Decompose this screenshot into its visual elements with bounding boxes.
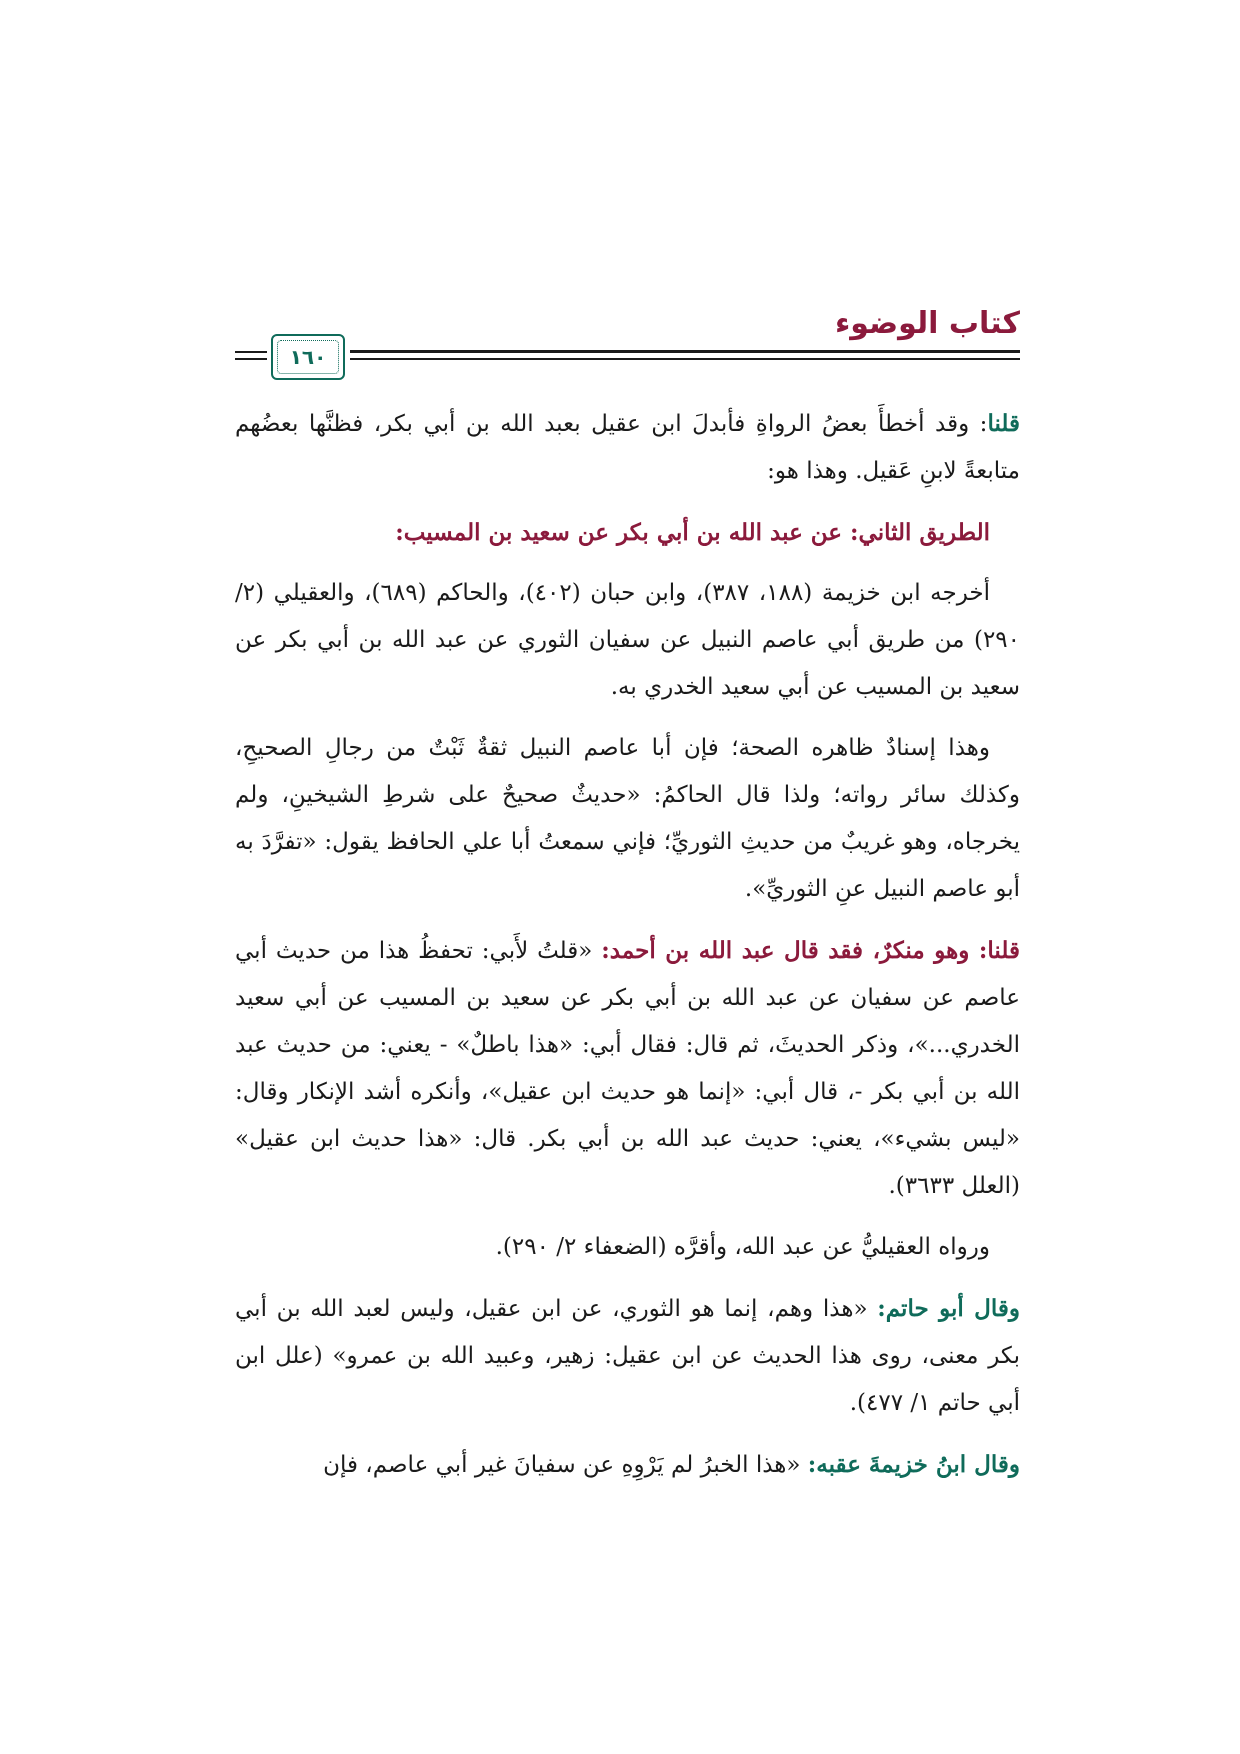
page-number-frame xyxy=(277,340,339,374)
paragraph-text: : وقد أخطأَ بعضُ الرواةِ فأبدلَ ابن عقيل بعبد الله بن أبي بكر، فظنَّها بعضُهم متابعةً لابنِ عَقيل. وهذا هو: xyxy=(235,411,1020,484)
page-number: ١٦٠ xyxy=(289,345,327,369)
paragraph-lead: قلنا xyxy=(987,410,1020,437)
header-rule-left-thick xyxy=(235,351,267,353)
chapter-title: كتاب الوضوء xyxy=(834,306,1020,341)
paragraph-text: وهذا إسنادٌ ظاهره الصحة؛ فإن أبا عاصم النبيل ثقةٌ ثَبْتٌ من رجالِ الصحيحِ، وكذلك سائر رواته؛ ولذا قال الحاكمُ: «حديثٌ صحيحٌ على شرطِ الشيخينِ، ولم يخرجاه، وهو غريبٌ من حديثِ الثوريِّ؛ فإني سمعتُ أبا علي الحافظ يقول: «تفرَّدَ به أبو عاصم النبيل عنِ الثوريِّ». xyxy=(235,735,1020,902)
paragraph xyxy=(235,1224,1020,1271)
header-rule-left-thin xyxy=(235,358,267,360)
header-rule-thin xyxy=(350,358,1020,360)
paragraph xyxy=(235,927,1020,1210)
paragraph xyxy=(235,400,1020,495)
paragraph-text: ورواه العقيليُّ عن عبد الله، وأقرَّه (الضعفاء ٢/ ٢٩٠). xyxy=(495,1234,990,1260)
paragraph-text: «هذا وهم، إنما هو الثوري، عن ابن عقيل، وليس لعبد الله بن أبي بكر معنى، روى هذا الحديث عن ابن عقيل: زهير، وعبيد الله بن عمرو» (علل ابن أبي حاتم ١/ ٤٧٧). xyxy=(235,1296,1020,1416)
paragraph xyxy=(235,1285,1020,1427)
header-rule-thick xyxy=(350,350,1020,353)
paragraph-text: «هذا الخبرُ لم يَرْوِهِ عن سفيانَ غير أبي عاصم، فإن xyxy=(323,1452,808,1478)
page-body xyxy=(235,400,1020,1503)
paragraph xyxy=(235,570,1020,711)
page-number-badge xyxy=(271,334,345,380)
paragraph xyxy=(235,725,1020,913)
paragraph-text: أخرجه ابن خزيمة (١٨٨، ٣٨٧)، وابن حبان (٤٠٢)، والحاكم (٦٨٩)، والعقيلي (٢/ ٢٩٠) من طريق أبي عاصم النبيل عن سفيان الثوري عن عبد الله بن أبي بكر عن سعيد بن المسيب عن أبي سعيد الخدري به. xyxy=(235,580,1020,700)
paragraph-lead: قلنا: وهو منكرٌ، فقد قال عبد الله بن أحمد: xyxy=(601,937,1020,964)
page-header xyxy=(235,300,1020,390)
paragraph xyxy=(235,1441,1020,1489)
section-heading: الطريق الثاني: عن عبد الله بن أبي بكر عن سعيد بن المسيب: xyxy=(395,519,990,546)
paragraph-lead: وقال أبو حاتم: xyxy=(877,1295,1021,1322)
book-page xyxy=(235,300,1020,1720)
paragraph-text: «قلتُ لأَبي: تحفظُ هذا من حديث أبي عاصم عن سفيان عن عبد الله بن أبي بكر عن سعيد بن المسيب عن أبي سعيد الخدري...»، وذكر الحديثَ، ثم قال: فقال أبي: «هذا باطلٌ» - يعني: من حديث عبد الله بن أبي بكر -، قال أبي: «إنما هو حديث ابن عقيل»، وأنكره أشد الإنكار وقال: «ليس بشيء»، يعني: حديث عبد الله بن أبي بكر. قال: «هذا حديث ابن عقيل» (العلل ٣٦٣٣). xyxy=(235,938,1020,1199)
paragraph-lead: وقال ابنُ خزيمةَ عقبه: xyxy=(807,1451,1020,1478)
